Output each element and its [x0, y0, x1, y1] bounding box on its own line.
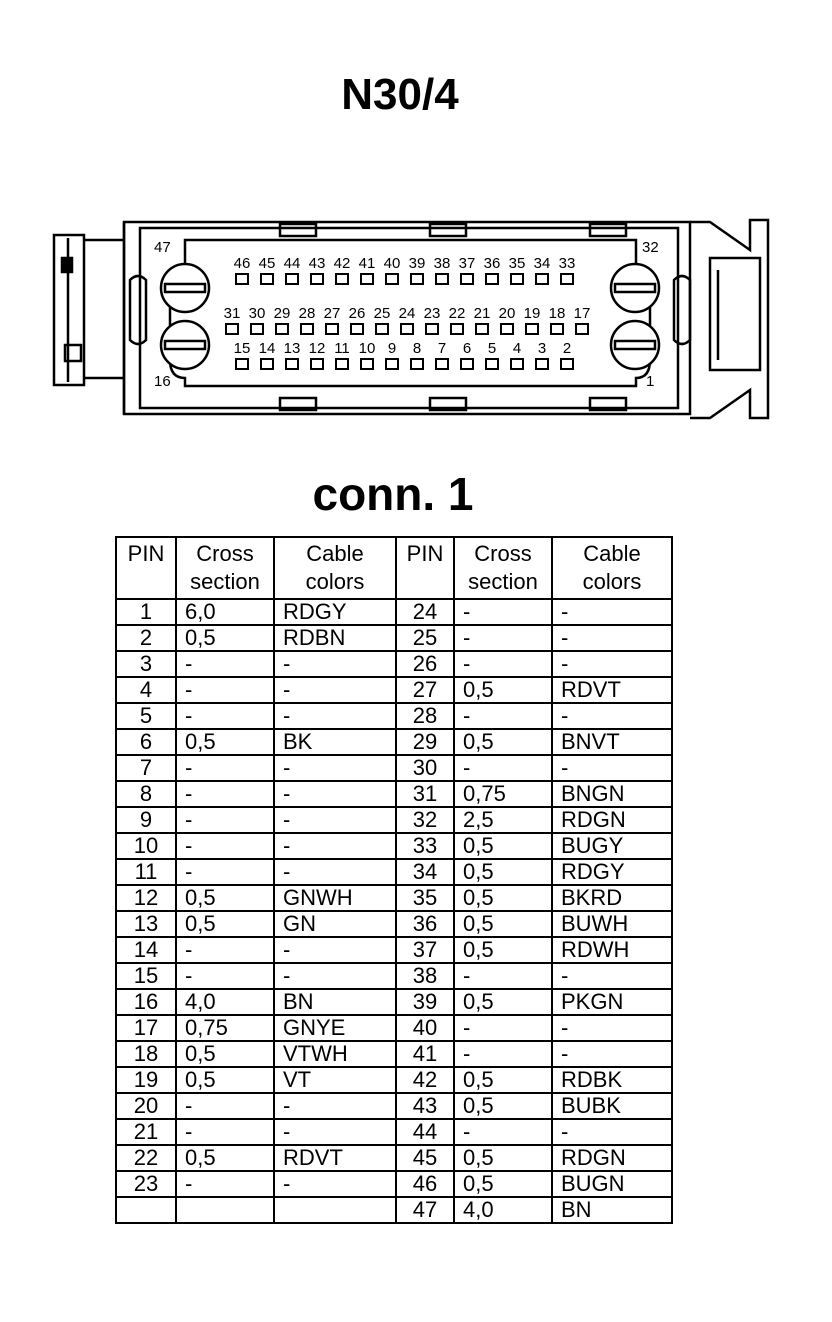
pin-number-38: 38 [433, 255, 451, 272]
cross-section-cell: - [176, 1171, 274, 1197]
cross-section-cell: - [454, 651, 552, 677]
pin-cell: 21 [116, 1119, 176, 1145]
pin-socket-42 [336, 274, 348, 284]
pin-cell: 3 [116, 651, 176, 677]
pin-cell: 32 [396, 807, 454, 833]
table-row [116, 625, 672, 651]
pin-socket-6 [461, 359, 473, 369]
column-header [552, 537, 672, 599]
cross-section-cell: - [454, 703, 552, 729]
cross-section-cell: - [176, 651, 274, 677]
table-row [116, 1067, 672, 1093]
pin-socket-13 [286, 359, 298, 369]
cable-color-cell: - [274, 1093, 396, 1119]
pin-cell: 40 [396, 1015, 454, 1041]
cross-section-cell: - [176, 781, 274, 807]
cross-section-cell: - [176, 963, 274, 989]
pin-row-bottom [234, 340, 573, 369]
pin-cell: 34 [396, 859, 454, 885]
pin-cell: 38 [396, 963, 454, 989]
table-row [116, 989, 672, 1015]
cross-section-cell: - [176, 807, 274, 833]
cable-color-cell: RDGY [274, 599, 396, 625]
table-row [116, 937, 672, 963]
pin-number-12: 12 [308, 340, 326, 357]
cable-color-cell: BNGN [552, 781, 672, 807]
cable-color-cell: GN [274, 911, 396, 937]
pin-number-21: 21 [473, 305, 491, 322]
column-header [454, 537, 552, 599]
cable-color-cell: RDBK [552, 1067, 672, 1093]
pin-socket-5 [486, 359, 498, 369]
cross-section-cell: - [176, 677, 274, 703]
table-row [116, 911, 672, 937]
pin-number-24: 24 [398, 305, 416, 322]
table-row [116, 1093, 672, 1119]
cross-section-cell: - [176, 833, 274, 859]
column-header-line: section [190, 569, 260, 594]
cable-color-cell: BN [552, 1197, 672, 1223]
table-row [116, 1145, 672, 1171]
pin-cell: 41 [396, 1041, 454, 1067]
table-row [116, 963, 672, 989]
pin-cell: 30 [396, 755, 454, 781]
cross-section-cell: 0,5 [454, 885, 552, 911]
pin-number-27: 27 [323, 305, 341, 322]
pin-cell: 18 [116, 1041, 176, 1067]
cable-color-cell: - [274, 677, 396, 703]
cross-section-cell: 0,5 [454, 1067, 552, 1093]
pin-cell: 6 [116, 729, 176, 755]
cross-section-cell: - [176, 1093, 274, 1119]
cable-color-cell: - [552, 1015, 672, 1041]
pin-cell: 2 [116, 625, 176, 651]
pin-number-28: 28 [298, 305, 316, 322]
cross-section-cell: 0,5 [454, 989, 552, 1015]
pin-socket-46 [236, 274, 248, 284]
pin-socket-22 [451, 324, 463, 334]
screw-bottom-left-icon [161, 321, 209, 369]
pin-cell: 37 [396, 937, 454, 963]
column-header [396, 537, 454, 599]
pin-socket-24 [401, 324, 413, 334]
pin-row-top [234, 255, 576, 284]
corner-label-16: 16 [154, 373, 171, 390]
pin-number-17: 17 [573, 305, 591, 322]
pin-socket-12 [311, 359, 323, 369]
column-header-line: Cross [474, 541, 532, 566]
cable-color-cell: - [552, 625, 672, 651]
cross-section-cell: 4,0 [454, 1197, 552, 1223]
cross-section-cell: 0,5 [454, 1093, 552, 1119]
pin-number-31: 31 [223, 305, 241, 322]
pin-cell: 17 [116, 1015, 176, 1041]
cable-color-cell: - [274, 755, 396, 781]
screw-top-left-icon [161, 264, 209, 312]
table-row [116, 1171, 672, 1197]
cross-section-cell: 0,75 [454, 781, 552, 807]
cable-color-cell: PKGN [552, 989, 672, 1015]
pin-socket-9 [386, 359, 398, 369]
pin-number-10: 10 [358, 340, 376, 357]
cable-color-cell: - [274, 1171, 396, 1197]
cable-color-cell: BKRD [552, 885, 672, 911]
cross-section-cell: 0,5 [454, 729, 552, 755]
pin-cell: 42 [396, 1067, 454, 1093]
pin-number-14: 14 [258, 340, 276, 357]
pin-socket-31 [226, 324, 238, 334]
cross-section-cell: - [454, 1015, 552, 1041]
pin-socket-39 [411, 274, 423, 284]
cross-section-cell: 0,5 [176, 885, 274, 911]
cross-section-cell: - [176, 859, 274, 885]
cable-color-cell: BUWH [552, 911, 672, 937]
pin-cell: 1 [116, 599, 176, 625]
pin-number-44: 44 [283, 255, 301, 272]
pin-number-30: 30 [248, 305, 266, 322]
pin-number-18: 18 [548, 305, 566, 322]
cable-color-cell: - [552, 1041, 672, 1067]
pin-cell: 47 [396, 1197, 454, 1223]
cross-section-cell: - [176, 755, 274, 781]
pin-socket-2 [561, 359, 573, 369]
pin-cell: 15 [116, 963, 176, 989]
pin-number-22: 22 [448, 305, 466, 322]
pin-socket-33 [561, 274, 573, 284]
cable-color-cell: BUGN [552, 1171, 672, 1197]
pin-socket-34 [536, 274, 548, 284]
pin-number-33: 33 [558, 255, 576, 272]
pin-cell: 12 [116, 885, 176, 911]
pin-cell: 29 [396, 729, 454, 755]
pin-cell: 7 [116, 755, 176, 781]
table-row [116, 755, 672, 781]
cable-color-cell: - [552, 963, 672, 989]
cable-color-cell: - [274, 833, 396, 859]
pin-socket-30 [251, 324, 263, 334]
table-row [116, 859, 672, 885]
pin-socket-35 [511, 274, 523, 284]
cable-color-cell: - [274, 703, 396, 729]
pin-socket-41 [361, 274, 373, 284]
cable-color-cell: - [274, 807, 396, 833]
pin-cell: 27 [396, 677, 454, 703]
table-row [116, 703, 672, 729]
pin-number-34: 34 [533, 255, 551, 272]
pin-number-13: 13 [283, 340, 301, 357]
column-header-line: PIN [127, 541, 165, 566]
cross-section-cell: 0,5 [176, 1145, 274, 1171]
pin-table [115, 536, 673, 1224]
pin-cell: 25 [396, 625, 454, 651]
pin-cell: 13 [116, 911, 176, 937]
screw-bottom-right-icon [611, 321, 659, 369]
pin-cell: 24 [396, 599, 454, 625]
cable-color-cell: - [274, 859, 396, 885]
pin-socket-17 [576, 324, 588, 334]
pin-socket-19 [526, 324, 538, 334]
pin-cell: 10 [116, 833, 176, 859]
pin-number-23: 23 [423, 305, 441, 322]
pin-cell: 46 [396, 1171, 454, 1197]
pin-cell: 31 [396, 781, 454, 807]
cross-section-cell [176, 1197, 274, 1223]
cross-section-cell: - [176, 1119, 274, 1145]
pin-number-46: 46 [233, 255, 251, 272]
pin-number-7: 7 [437, 340, 447, 357]
pin-number-15: 15 [233, 340, 251, 357]
cross-section-cell: 0,5 [454, 833, 552, 859]
cross-section-cell: 0,5 [176, 911, 274, 937]
cable-color-cell: - [274, 651, 396, 677]
pin-cell: 36 [396, 911, 454, 937]
cross-section-cell: 0,75 [176, 1015, 274, 1041]
cable-color-cell: RDBN [274, 625, 396, 651]
table-header-row [116, 537, 672, 599]
cross-section-cell: 0,5 [454, 911, 552, 937]
cable-color-cell: GNWH [274, 885, 396, 911]
pin-number-40: 40 [383, 255, 401, 272]
pin-socket-3 [536, 359, 548, 369]
pin-number-39: 39 [408, 255, 426, 272]
cross-section-cell: - [454, 599, 552, 625]
pin-cell: 16 [116, 989, 176, 1015]
table-row [116, 599, 672, 625]
pin-number-5: 5 [487, 340, 497, 357]
pin-socket-28 [301, 324, 313, 334]
pin-cell: 39 [396, 989, 454, 1015]
cross-section-cell: - [454, 1041, 552, 1067]
pin-socket-11 [336, 359, 348, 369]
pin-number-37: 37 [458, 255, 476, 272]
pin-number-8: 8 [412, 340, 422, 357]
cable-color-cell: VT [274, 1067, 396, 1093]
table-row [116, 1041, 672, 1067]
cable-color-cell: RDVT [274, 1145, 396, 1171]
pin-cell: 35 [396, 885, 454, 911]
pin-number-4: 4 [512, 340, 522, 357]
pin-number-25: 25 [373, 305, 391, 322]
pin-socket-8 [411, 359, 423, 369]
cable-color-cell: RDGN [552, 807, 672, 833]
cable-color-cell: RDWH [552, 937, 672, 963]
pin-number-3: 3 [537, 340, 547, 357]
table-row [116, 1015, 672, 1041]
column-header-line: Cross [196, 541, 254, 566]
pin-cell: 4 [116, 677, 176, 703]
pin-socket-44 [286, 274, 298, 284]
cable-color-cell: - [274, 937, 396, 963]
column-header [274, 537, 396, 599]
cross-section-cell: 0,5 [176, 1067, 274, 1093]
pin-socket-36 [486, 274, 498, 284]
column-header-line: Cable [306, 541, 364, 566]
cable-color-cell: - [552, 651, 672, 677]
pin-row-middle [224, 305, 591, 334]
table-row [116, 651, 672, 677]
cross-section-cell: - [176, 937, 274, 963]
cable-color-cell: RDGY [552, 859, 672, 885]
pin-socket-20 [501, 324, 513, 334]
cross-section-cell: - [176, 703, 274, 729]
column-header-line: PIN [406, 541, 444, 566]
cross-section-cell: 6,0 [176, 599, 274, 625]
pin-cell: 44 [396, 1119, 454, 1145]
cross-section-cell: 0,5 [176, 1041, 274, 1067]
pin-number-19: 19 [523, 305, 541, 322]
pin-number-29: 29 [273, 305, 291, 322]
pin-socket-29 [276, 324, 288, 334]
pin-cell: 28 [396, 703, 454, 729]
pin-cell: 9 [116, 807, 176, 833]
cable-color-cell: VTWH [274, 1041, 396, 1067]
pin-cell: 33 [396, 833, 454, 859]
pin-number-26: 26 [348, 305, 366, 322]
cable-color-cell: RDVT [552, 677, 672, 703]
table-row [116, 781, 672, 807]
pin-cell: 11 [116, 859, 176, 885]
pin-cell: 23 [116, 1171, 176, 1197]
cross-section-cell: 0,5 [176, 729, 274, 755]
cable-color-cell: - [552, 599, 672, 625]
cross-section-cell: 0,5 [454, 677, 552, 703]
cable-color-cell: BK [274, 729, 396, 755]
pin-cell: 43 [396, 1093, 454, 1119]
table-row [116, 885, 672, 911]
table-row [116, 1197, 672, 1223]
cable-color-cell: BUBK [552, 1093, 672, 1119]
cable-color-cell: GNYE [274, 1015, 396, 1041]
corner-label-47: 47 [154, 239, 171, 256]
pin-socket-14 [261, 359, 273, 369]
pin-cell: 19 [116, 1067, 176, 1093]
pin-number-36: 36 [483, 255, 501, 272]
page-title: N30/4 [341, 70, 459, 119]
pin-socket-21 [476, 324, 488, 334]
cable-color-cell: BN [274, 989, 396, 1015]
connector-diagram [50, 210, 780, 425]
cross-section-cell: 0,5 [454, 859, 552, 885]
cable-color-cell: - [552, 703, 672, 729]
cable-color-cell: - [274, 963, 396, 989]
pin-socket-45 [261, 274, 273, 284]
pin-number-45: 45 [258, 255, 276, 272]
pin-socket-27 [326, 324, 338, 334]
cross-section-cell: 0,5 [176, 625, 274, 651]
cable-color-cell: - [552, 1119, 672, 1145]
table-row [116, 1119, 672, 1145]
pin-socket-4 [511, 359, 523, 369]
corner-label-32: 32 [642, 239, 659, 256]
pin-number-43: 43 [308, 255, 326, 272]
corner-label-1: 1 [646, 373, 655, 390]
cross-section-cell: - [454, 755, 552, 781]
cross-section-cell: - [454, 625, 552, 651]
cable-color-cell: RDGN [552, 1145, 672, 1171]
cross-section-cell: 0,5 [454, 1145, 552, 1171]
column-header-line: colors [582, 569, 642, 594]
pin-number-9: 9 [387, 340, 397, 357]
cable-color-cell: - [552, 755, 672, 781]
table-row [116, 677, 672, 703]
pin-cell: 14 [116, 937, 176, 963]
pin-socket-37 [461, 274, 473, 284]
pin-socket-18 [551, 324, 563, 334]
screw-top-right-icon [611, 264, 659, 312]
pin-cell: 45 [396, 1145, 454, 1171]
cable-color-cell: BUGY [552, 833, 672, 859]
cross-section-cell: - [454, 1119, 552, 1145]
pin-number-6: 6 [462, 340, 472, 357]
pin-socket-23 [426, 324, 438, 334]
column-header [116, 537, 176, 599]
pin-socket-40 [386, 274, 398, 284]
cable-color-cell: - [274, 1119, 396, 1145]
cable-color-cell: BNVT [552, 729, 672, 755]
pin-socket-38 [436, 274, 448, 284]
pin-cell: 22 [116, 1145, 176, 1171]
pin-number-20: 20 [498, 305, 516, 322]
table-row [116, 729, 672, 755]
pin-socket-43 [311, 274, 323, 284]
pin-cell: 5 [116, 703, 176, 729]
pin-number-11: 11 [334, 340, 350, 357]
pin-cell: 8 [116, 781, 176, 807]
pin-number-42: 42 [333, 255, 351, 272]
table-row [116, 807, 672, 833]
column-header-line: colors [305, 569, 365, 594]
pin-cell [116, 1197, 176, 1223]
cable-color-cell [274, 1197, 396, 1223]
table-row [116, 833, 672, 859]
pin-number-35: 35 [508, 255, 526, 272]
pin-socket-15 [236, 359, 248, 369]
cross-section-cell: 2,5 [454, 807, 552, 833]
pin-number-41: 41 [358, 255, 376, 272]
pin-cell: 20 [116, 1093, 176, 1119]
pin-number-2: 2 [562, 340, 572, 357]
pin-socket-25 [376, 324, 388, 334]
cable-color-cell: - [274, 781, 396, 807]
column-header [176, 537, 274, 599]
column-header-line: Cable [583, 541, 641, 566]
pin-socket-10 [361, 359, 373, 369]
pin-cell: 26 [396, 651, 454, 677]
connector-label: conn. 1 [312, 468, 474, 520]
cross-section-cell: 0,5 [454, 1171, 552, 1197]
cross-section-cell: - [454, 963, 552, 989]
pin-socket-26 [351, 324, 363, 334]
column-header-line: section [468, 569, 538, 594]
cross-section-cell: 0,5 [454, 937, 552, 963]
cross-section-cell: 4,0 [176, 989, 274, 1015]
pin-socket-7 [436, 359, 448, 369]
